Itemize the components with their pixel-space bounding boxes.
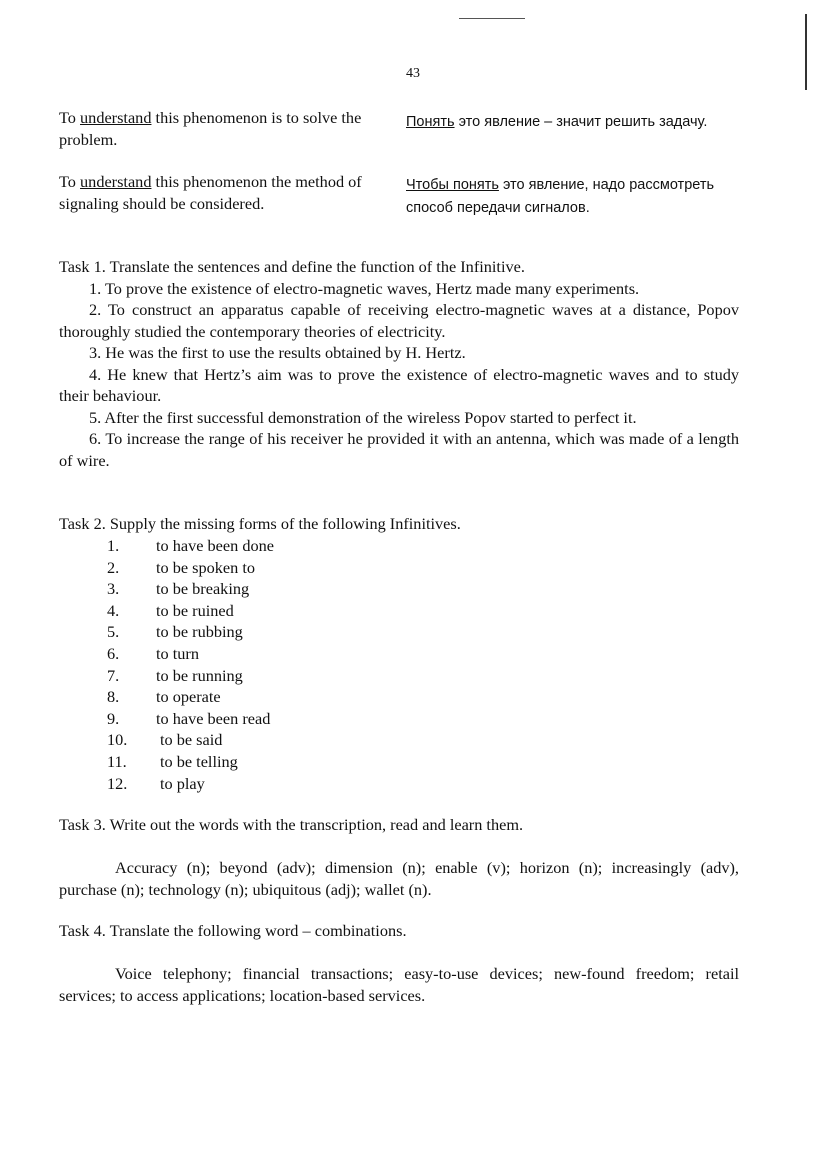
list-item-number: 6. <box>107 643 120 663</box>
list-item: to be said <box>160 730 223 750</box>
list-item: to have been read <box>156 708 271 728</box>
task1-sentence: 6. To increase the range of his receiver he provided it with an antenna, which was made of a length of wire. <box>59 429 739 470</box>
task1-title: Task 1. Translate the sentences and define the function of the Infinitive. <box>59 257 525 276</box>
example-1-russian <box>406 111 738 134</box>
list-item: to play <box>160 773 205 793</box>
example-2-russian <box>406 174 738 220</box>
example-2-en-keyword: understand <box>80 172 152 191</box>
list-item-number: 2. <box>107 557 120 577</box>
task1-section <box>59 256 739 471</box>
list-item: to turn <box>156 643 199 663</box>
list-item: to have been done <box>156 536 274 555</box>
list-item-number: 5. <box>107 622 120 642</box>
task1-sentence: 3. He was the first to use the results obtained by H. Hertz. <box>89 343 466 362</box>
list-item-number: 9. <box>107 708 120 728</box>
task1-sentence: 1. To prove the existence of electro-magnetic waves, Hertz made many experiments. <box>89 278 640 298</box>
example-2-english <box>59 171 392 214</box>
page-number: 43 <box>406 66 420 81</box>
task4-combinations: Voice telephony; financial transactions; easy-to-use devices; new-found freedom; retail services; to access applications; location-based services. <box>59 964 739 1005</box>
example-1-ru-keyword: Понять <box>406 114 455 130</box>
example-1-en-before: To <box>59 108 81 127</box>
task1-sentence: 4. He knew that Hertz’s aim was to prove the existence of electro-magnetic waves and to study their behaviour. <box>59 364 739 405</box>
list-item-number: 8. <box>107 687 120 707</box>
list-item: to operate <box>156 687 221 707</box>
list-item-number: 3. <box>107 579 120 599</box>
list-item-number: 7. <box>107 665 120 685</box>
example-1-ru-after: это явление – значит решить задачу. <box>454 114 708 130</box>
example-2-ru-keyword: Чтобы понять <box>406 177 499 193</box>
example-2-en-after: this phenomenon the method of signaling should be considered. <box>59 172 362 213</box>
list-item-number: 1. <box>107 536 120 555</box>
list-item: to be spoken to <box>156 557 256 577</box>
list-item: to be telling <box>160 751 238 771</box>
task1-sentence: 2. To construct an apparatus capable of receiving electro-magnetic waves at a distance, Popov thoroughly studied the contemporary theories of electricity. <box>59 300 739 341</box>
task4-title: Task 4. Translate the following word – combinations. <box>59 921 407 940</box>
task2-title: Task 2. Supply the missing forms of the following Infinitives. <box>59 514 461 533</box>
list-item: to be running <box>156 665 243 685</box>
task3-words: Accuracy (n); beyond (adv); dimension (n); enable (v); horizon (n); increasingly (adv), purchase (n); technology (n); ubiquitous (adj); wallet (n). <box>59 858 739 899</box>
top-rule <box>459 18 525 19</box>
list-item-number: 4. <box>107 600 120 620</box>
list-item: to be rubbing <box>156 622 243 642</box>
example-2-ru-after: это явление, надо рассмотреть способ передачи сигналов. <box>406 177 715 216</box>
task2-list <box>107 535 407 794</box>
list-item: to be ruined <box>156 600 234 620</box>
list-item-number: 10. <box>107 730 128 750</box>
example-1-en-after: this phenomenon is to solve the problem. <box>59 108 362 149</box>
example-2-en-before: To <box>59 172 81 191</box>
list-item-number: 12. <box>107 773 128 793</box>
example-1-english <box>59 107 392 150</box>
task1-sentence: 5. After the first successful demonstration of the wireless Popov started to perfect it. <box>89 407 637 427</box>
task3-title: Task 3. Write out the words with the transcription, read and learn them. <box>59 815 524 834</box>
example-1-en-keyword: understand <box>80 108 152 127</box>
list-item-number: 11. <box>107 751 127 771</box>
list-item: to be breaking <box>156 579 250 599</box>
